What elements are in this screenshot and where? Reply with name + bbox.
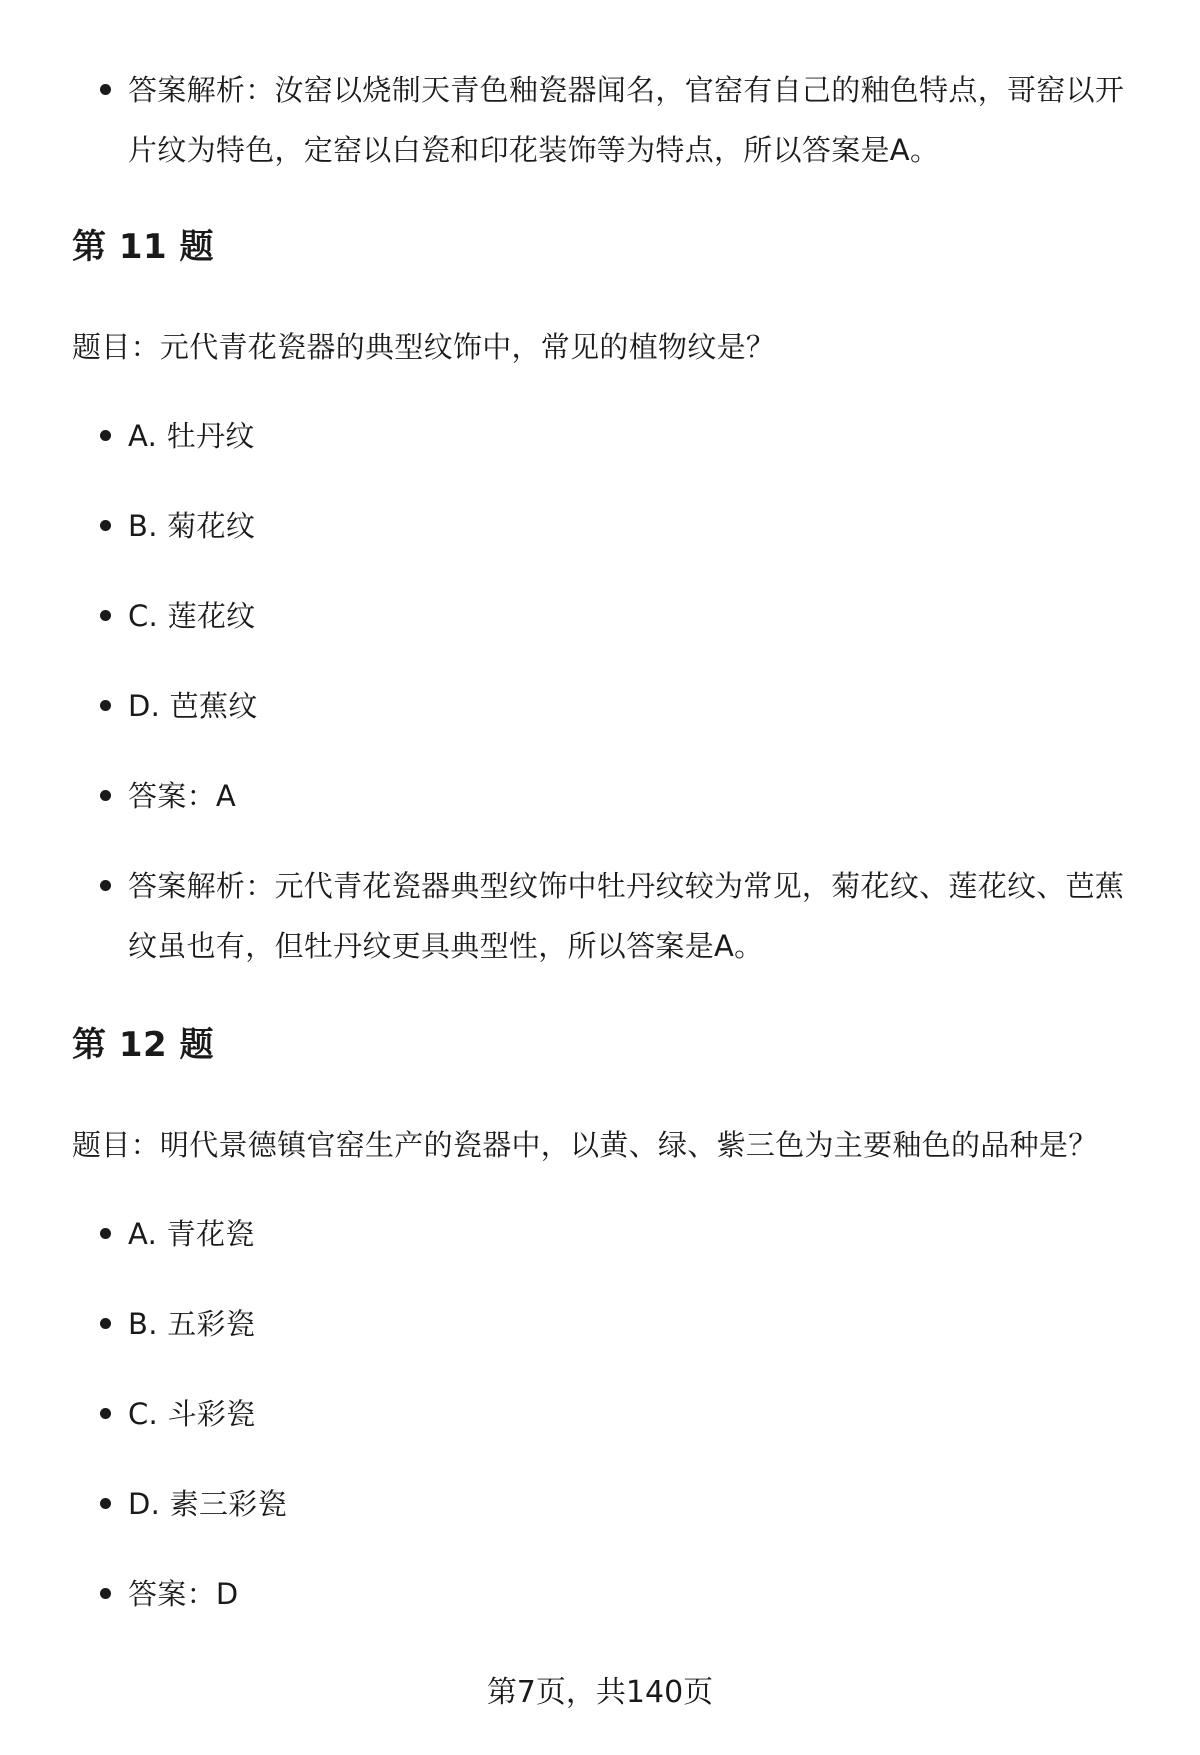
bullet-dot: [100, 84, 111, 95]
bullet-dot: [100, 880, 111, 891]
bullet-dot: [100, 790, 111, 801]
option-a: A. 青花瓷: [128, 1217, 255, 1251]
answer-explanation: 答案解析：元代青花瓷器典型纹饰中牡丹纹较为常见，菊花纹、莲花纹、芭蕉纹虽也有，但牡丹纹更具典型性，所以答案是A。: [128, 869, 1125, 963]
bullet-dot: [100, 700, 111, 711]
bullet-dot: [100, 1228, 111, 1239]
bullet-dot: [100, 430, 111, 441]
bullet-dot: [100, 1318, 111, 1329]
answer-explanation: 答案解析：汝窑以烧制天青色釉瓷器闻名，官窑有自己的釉色特点，哥窑以开片纹为特色，定窑以白瓷和印花装饰等为特点，所以答案是A。: [128, 73, 1125, 167]
question-text: 题目：明代景德镇官窑生产的瓷器中，以黄、绿、紫三色为主要釉色的品种是？: [72, 1128, 1098, 1162]
bullet-dot: [100, 610, 111, 621]
option-c: C. 斗彩瓷: [128, 1397, 256, 1431]
bullet-dot: [100, 1498, 111, 1509]
question-heading: 第 11 题: [72, 227, 214, 267]
option-b: B. 五彩瓷: [128, 1307, 256, 1341]
page-number: 第7页，共140页: [486, 1675, 714, 1710]
answer-line: 答案：D: [128, 1577, 239, 1611]
option-d: D. 芭蕉纹: [128, 689, 258, 723]
answer-line: 答案：A: [128, 779, 237, 813]
option-d: D. 素三彩瓷: [128, 1487, 287, 1521]
bullet-dot: [100, 1408, 111, 1419]
option-a: A. 牡丹纹: [128, 419, 255, 453]
option-c: C. 莲花纹: [128, 599, 256, 633]
option-b: B. 菊花纹: [128, 509, 256, 543]
bullet-dot: [100, 520, 111, 531]
bullet-dot: [100, 1588, 111, 1599]
question-text: 题目：元代青花瓷器的典型纹饰中，常见的植物纹是？: [72, 330, 776, 364]
question-heading: 第 12 题: [72, 1025, 214, 1065]
